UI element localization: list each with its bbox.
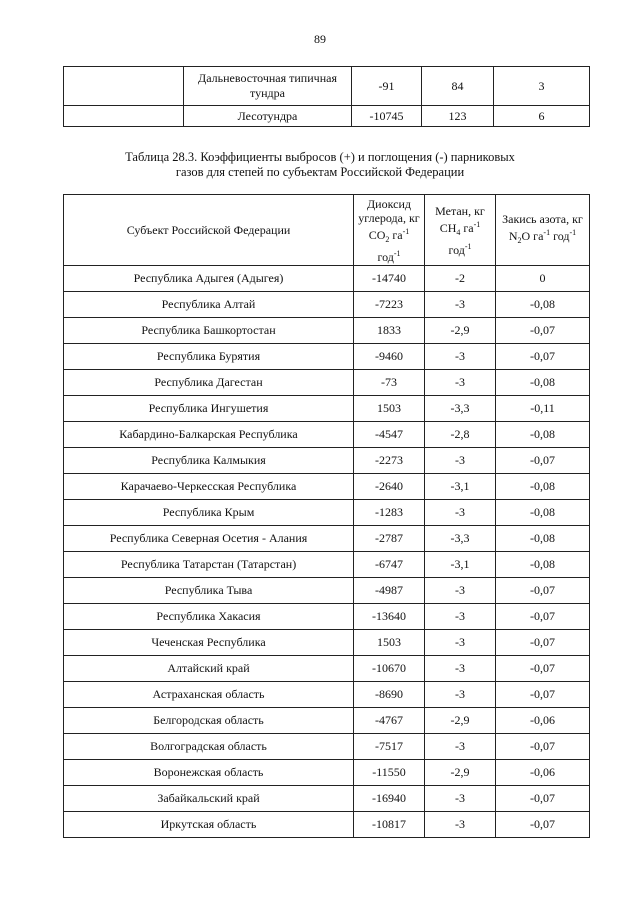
- header-row: [64, 195, 590, 266]
- row-co2: -10745: [352, 106, 422, 127]
- header-subject: Субъект Российской Федерации: [64, 195, 354, 266]
- header-co2: Диоксид углерода, кг $CO_2$ $га^{-1}$ год$^{-1}$: [354, 195, 425, 266]
- table-row: [64, 370, 590, 396]
- table-row: [64, 266, 590, 292]
- table-row: [64, 292, 590, 318]
- row-ch4: -3: [425, 370, 496, 396]
- row-subject: Республика Ингушетия: [64, 396, 354, 422]
- row-subject: Иркутская область: [64, 812, 354, 838]
- row-n2o: -0,07: [496, 734, 590, 760]
- row-co2: -9460: [354, 344, 425, 370]
- row-ch4: -3: [425, 656, 496, 682]
- table-row: [64, 474, 590, 500]
- table-row: [64, 682, 590, 708]
- table-row: [64, 344, 590, 370]
- row-ch4: -3: [425, 734, 496, 760]
- row-ch4: 84: [422, 67, 494, 106]
- row-n2o: -0,07: [496, 578, 590, 604]
- row-n2o: 6: [494, 106, 590, 127]
- table-row: [64, 500, 590, 526]
- table-row: [64, 422, 590, 448]
- row-n2o: -0,06: [496, 760, 590, 786]
- row-co2: -8690: [354, 682, 425, 708]
- table-row: [64, 630, 590, 656]
- row-n2o: -0,08: [496, 526, 590, 552]
- row-co2: -13640: [354, 604, 425, 630]
- row-ch4: -3: [425, 344, 496, 370]
- row-co2: -10670: [354, 656, 425, 682]
- row-co2: -1283: [354, 500, 425, 526]
- row-ch4: -2,8: [425, 422, 496, 448]
- table-row: [64, 552, 590, 578]
- row-n2o: -0,07: [496, 786, 590, 812]
- table-row: [64, 318, 590, 344]
- row-subject: Алтайский край: [64, 656, 354, 682]
- row-co2: -16940: [354, 786, 425, 812]
- row-n2o: -0,07: [496, 448, 590, 474]
- empty-cell: [64, 67, 184, 106]
- row-subject: Республика Хакасия: [64, 604, 354, 630]
- row-subject: Республика Башкортостан: [64, 318, 354, 344]
- row-n2o: -0,06: [496, 708, 590, 734]
- row-subject: Карачаево-Черкесская Республика: [64, 474, 354, 500]
- table-row: [64, 734, 590, 760]
- row-co2: -11550: [354, 760, 425, 786]
- row-ch4: -3: [425, 500, 496, 526]
- row-co2: -7517: [354, 734, 425, 760]
- row-n2o: -0,08: [496, 292, 590, 318]
- row-name: Лесотундра: [184, 106, 352, 127]
- row-ch4: -3,1: [425, 552, 496, 578]
- table-row: [64, 106, 590, 127]
- row-co2: -7223: [354, 292, 425, 318]
- table-row: [64, 708, 590, 734]
- caption-line-1: Таблица 28.3. Коэффициенты выбросов (+) и поглощения (-) парниковых: [125, 150, 515, 164]
- table-row: [64, 396, 590, 422]
- row-subject: Республика Алтай: [64, 292, 354, 318]
- row-ch4: -2,9: [425, 708, 496, 734]
- row-subject: Кабардино-Балкарская Республика: [64, 422, 354, 448]
- row-n2o: -0,08: [496, 552, 590, 578]
- row-co2: -6747: [354, 552, 425, 578]
- row-subject: Республика Северная Осетия - Алания: [64, 526, 354, 552]
- table-row: [64, 812, 590, 838]
- page-number: 89: [314, 32, 326, 46]
- header-ch4: Метан, кг $CH_4$ $га^{-1}$ год$^{-1}$: [425, 195, 496, 266]
- row-ch4: -3,1: [425, 474, 496, 500]
- row-subject: Республика Калмыкия: [64, 448, 354, 474]
- row-n2o: 3: [494, 67, 590, 106]
- table-row: [64, 526, 590, 552]
- row-n2o: -0,07: [496, 344, 590, 370]
- row-ch4: -3: [425, 786, 496, 812]
- row-co2: -4987: [354, 578, 425, 604]
- table-row: [64, 448, 590, 474]
- row-ch4: -3: [425, 812, 496, 838]
- row-n2o: -0,07: [496, 318, 590, 344]
- row-co2: -2273: [354, 448, 425, 474]
- row-n2o: 0: [496, 266, 590, 292]
- table-row: [64, 656, 590, 682]
- row-subject: Астраханская область: [64, 682, 354, 708]
- row-subject: Республика Татарстан (Татарстан): [64, 552, 354, 578]
- row-co2: -91: [352, 67, 422, 106]
- row-n2o: -0,08: [496, 370, 590, 396]
- row-co2: -2787: [354, 526, 425, 552]
- row-co2: 1833: [354, 318, 425, 344]
- row-ch4: -3: [425, 630, 496, 656]
- row-ch4: -2,9: [425, 318, 496, 344]
- row-subject: Волгоградская область: [64, 734, 354, 760]
- row-subject: Республика Тыва: [64, 578, 354, 604]
- row-ch4: -2: [425, 266, 496, 292]
- caption-line-2: газов для степей по субъектам Российской Федерации: [175, 165, 465, 179]
- row-co2: -14740: [354, 266, 425, 292]
- row-subject: Республика Адыгея (Адыгея): [64, 266, 354, 292]
- row-co2: -10817: [354, 812, 425, 838]
- row-ch4: -3,3: [425, 396, 496, 422]
- row-co2: -2640: [354, 474, 425, 500]
- table-row: [64, 760, 590, 786]
- row-ch4: -3: [425, 448, 496, 474]
- row-co2: 1503: [354, 396, 425, 422]
- row-n2o: -0,07: [496, 682, 590, 708]
- continued-table: [63, 66, 590, 127]
- row-subject: Республика Дагестан: [64, 370, 354, 396]
- row-co2: -4767: [354, 708, 425, 734]
- table-caption: [100, 150, 540, 180]
- row-subject: Республика Бурятия: [64, 344, 354, 370]
- row-subject: Белгородская область: [64, 708, 354, 734]
- row-ch4: -3: [425, 604, 496, 630]
- row-n2o: -0,08: [496, 500, 590, 526]
- table-row: [64, 604, 590, 630]
- row-ch4: -3: [425, 292, 496, 318]
- row-ch4: -2,9: [425, 760, 496, 786]
- row-n2o: -0,07: [496, 604, 590, 630]
- row-name: Дальневосточная типичная тундра: [184, 67, 352, 106]
- row-subject: Республика Крым: [64, 500, 354, 526]
- row-n2o: -0,07: [496, 656, 590, 682]
- emission-coefficients-table: [63, 194, 590, 838]
- empty-cell: [64, 106, 184, 127]
- table-row: [64, 786, 590, 812]
- row-co2: 1503: [354, 630, 425, 656]
- row-subject: Чеченская Республика: [64, 630, 354, 656]
- row-ch4: -3: [425, 578, 496, 604]
- row-n2o: -0,07: [496, 812, 590, 838]
- row-ch4: 123: [422, 106, 494, 127]
- row-n2o: -0,07: [496, 630, 590, 656]
- row-ch4: -3,3: [425, 526, 496, 552]
- row-ch4: -3: [425, 682, 496, 708]
- row-subject: Забайкальский край: [64, 786, 354, 812]
- row-co2: -73: [354, 370, 425, 396]
- row-n2o: -0,11: [496, 396, 590, 422]
- table-row: [64, 67, 590, 106]
- row-n2o: -0,08: [496, 474, 590, 500]
- row-co2: -4547: [354, 422, 425, 448]
- row-n2o: -0,08: [496, 422, 590, 448]
- table-row: [64, 578, 590, 604]
- row-subject: Воронежская область: [64, 760, 354, 786]
- header-n2o: Закись азота, кг $N_2O$ $га^{-1}$ год$^{-1}$: [496, 195, 590, 266]
